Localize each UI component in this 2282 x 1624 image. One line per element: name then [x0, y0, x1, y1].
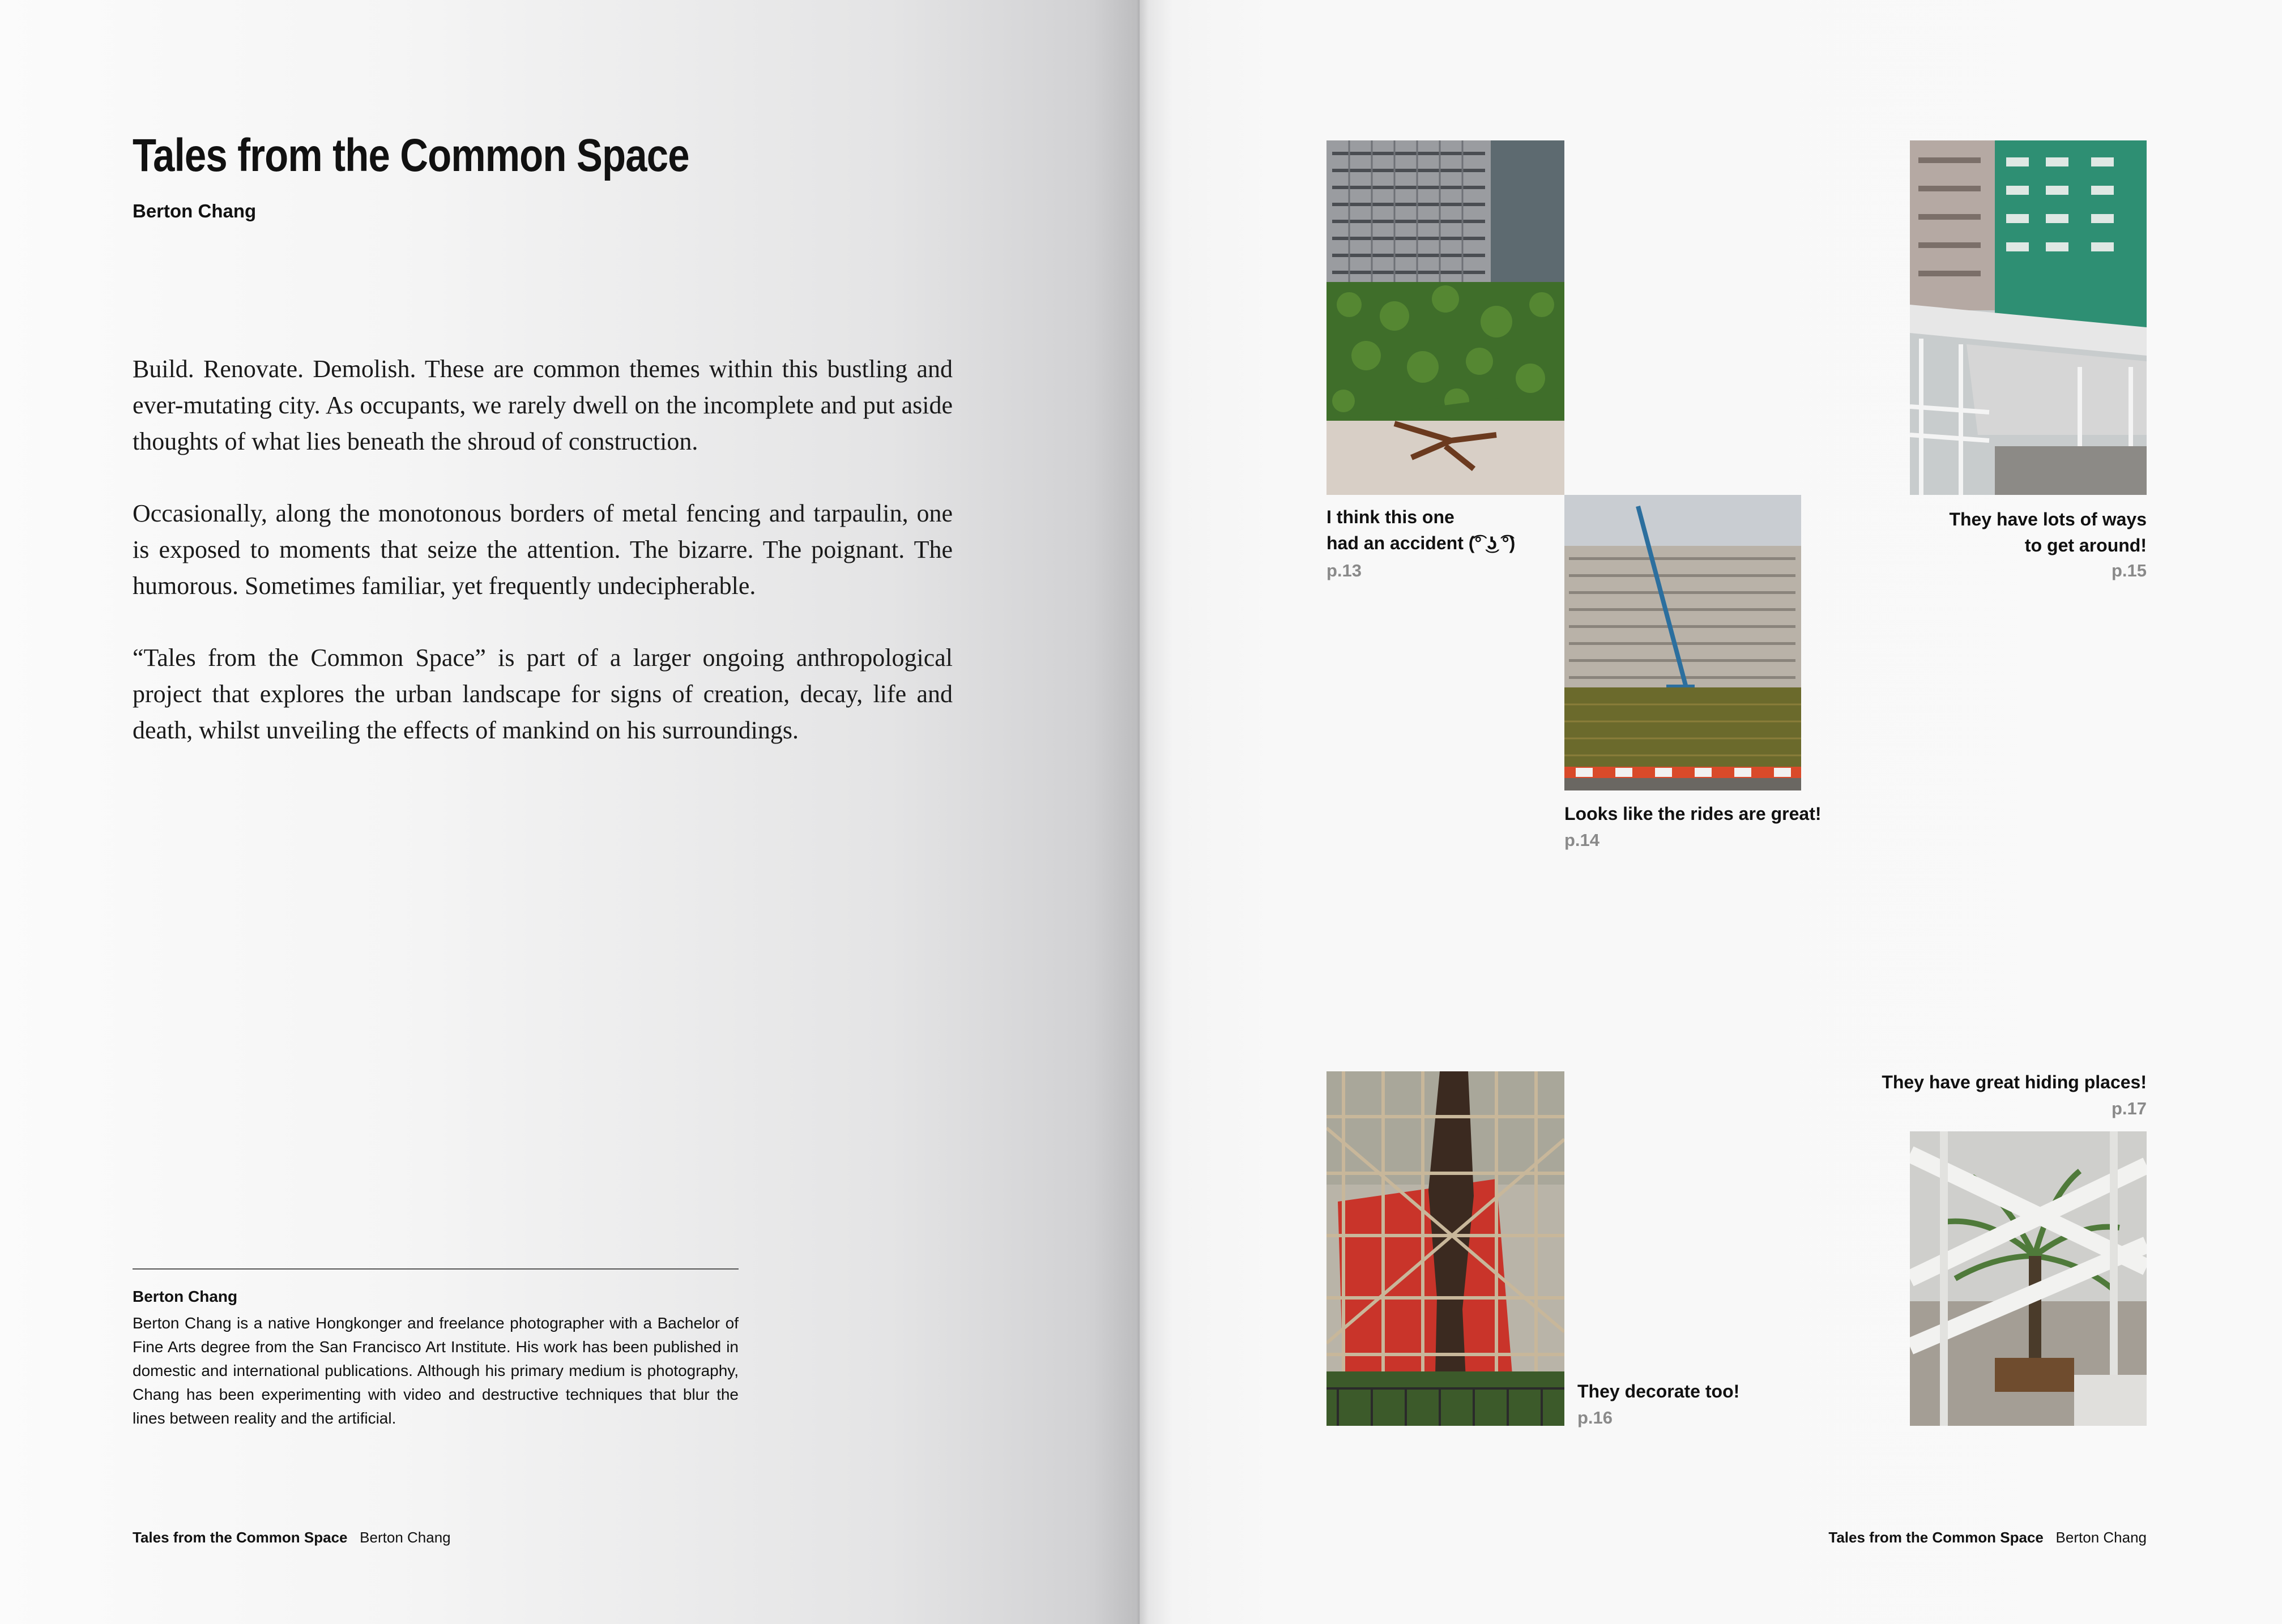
book-spine-shadow [1093, 0, 1172, 1624]
page-reference: p.16 [1577, 1408, 1613, 1428]
footer-title: Tales from the Common Space [1828, 1529, 2044, 1546]
bio-text: Berton Chang is a native Hongkonger and freelance photographer with a Bachelor of Fine Arts degree from the San Francisco Art Institute. His work has been published in domestic and international publications. Although his primary medium is photography, Chang has been experimenting with video and destructive techniques that blur the lines between reality and the artificial. [133, 1314, 739, 1427]
photo-caption: They decorate too! [1577, 1381, 1740, 1401]
bio-divider [133, 1268, 739, 1270]
article-title: Tales from the Common Space [133, 130, 689, 181]
footer-author: Berton Chang [360, 1529, 451, 1546]
photo-caption: I think this one had an accident (͡° ͜ʖ ͡°) [1326, 507, 1516, 553]
page-reference: p.17 [2111, 1099, 2147, 1118]
body-paragraph: Occasionally, along the monotonous borders of metal fencing and tarpaulin, one is exposed to moments that seize the attention. The bizarre. The poignant. The humorous. Sometimes familiar, yet frequently undecipherable. [133, 499, 953, 600]
body-paragraph: “Tales from the Common Space” is part of a larger ongoing anthropological project that explores the urban landscape for signs of creation, decay, life and death, whilst unveiling the effects of mankind on his surroundings. [133, 644, 953, 744]
bio-name: Berton Chang [133, 1288, 238, 1305]
article-author: Berton Chang [133, 200, 257, 221]
photo-hedge-block [1326, 140, 1564, 495]
page-reference: p.13 [1326, 561, 1362, 580]
photo-caption: Looks like the rides are great! [1564, 804, 1822, 824]
footer-author: Berton Chang [2055, 1529, 2147, 1546]
photo-palm-beams [1910, 1131, 2147, 1426]
photo-caption: They have lots of ways to get around! [1949, 509, 2147, 555]
photo-walkway [1910, 140, 2147, 495]
photo-tree-scaffold [1326, 1071, 1564, 1426]
footer-title: Tales from the Common Space [133, 1529, 348, 1546]
page-reference: p.14 [1564, 830, 1600, 850]
photo-crane-scaffold [1564, 495, 1801, 790]
photo-caption: They have great hiding places! [1882, 1072, 2147, 1092]
body-paragraph: Build. Renovate. Demolish. These are common themes within this bustling and ever-mutating city. As occupants, we rarely dwell on the incomplete and put aside thoughts of what lies beneath the shroud of construction. [133, 355, 953, 455]
page-reference: p.15 [2111, 561, 2147, 580]
footer-right [1812, 1529, 2147, 1546]
footer-left [133, 1529, 451, 1546]
